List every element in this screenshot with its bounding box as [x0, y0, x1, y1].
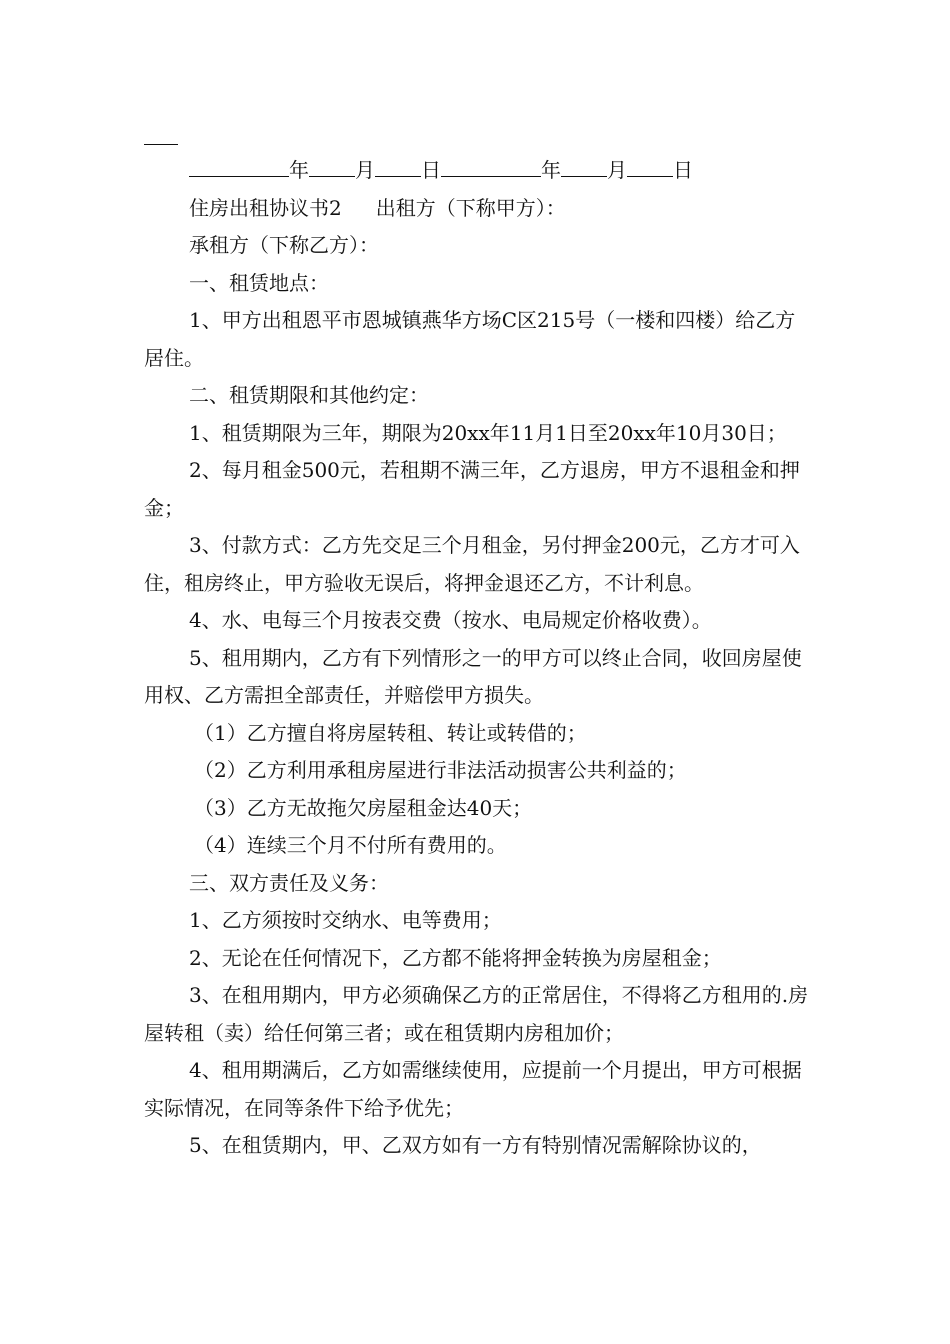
date-line	[144, 152, 812, 190]
list-item: （1）乙方擅自将房屋转租、转让或转借的；	[194, 720, 587, 745]
paragraph: 3、付款方式：乙方先交足三个月租金，另付押金200元，乙方才可入住，租房终止，甲方验收无误后，将押金退还乙方，不计利息。	[144, 533, 800, 595]
paragraph: 1、租赁期限为三年，期限为20xx年11月1日至20xx年10月30日；	[189, 420, 787, 445]
list-item: （4）连续三个月不付所有费用的。	[194, 833, 507, 857]
section-heading: 二、租赁期限和其他约定：	[189, 383, 429, 407]
day-label: 日	[673, 158, 693, 182]
section-heading: 三、双方责任及义务：	[189, 870, 389, 895]
blank-year-1	[189, 154, 289, 177]
year-label: 年	[541, 158, 561, 182]
paragraph: 3、在租用期内，甲方必须确保乙方的正常居住，不得将乙方租用的.房屋转租（卖）给任何第三者；或在租赁期内房租加价；	[144, 983, 809, 1045]
document-title: 住房出租协议书2	[189, 195, 342, 220]
day-label: 日	[421, 158, 441, 182]
paragraph: 2、每月租金500元，若租期不满三年，乙方退房，甲方不退租金和押金；	[144, 458, 800, 520]
list-item: （3）乙方无故拖欠房屋租金达40天；	[194, 795, 533, 820]
blank-month-2	[561, 154, 607, 177]
paragraph: 承租方（下称乙方）：	[189, 233, 379, 257]
paragraph: 5、租用期内，乙方有下列情形之一的甲方可以终止合同，收回房屋使用权、乙方需担全部责任，并赔偿甲方损失。	[144, 645, 802, 707]
title-line	[144, 190, 812, 228]
top-rule	[144, 144, 178, 145]
year-label: 年	[289, 158, 309, 182]
blank-day-1	[375, 154, 421, 177]
blank-day-2	[627, 154, 673, 177]
blank-year-2	[441, 154, 541, 177]
paragraph: 4、水、电每三个月按表交费（按水、电局规定价格收费）。	[189, 608, 712, 632]
paragraph: 5、在租赁期内，甲、乙双方如有一方有特别情况需解除协议的，	[189, 1133, 762, 1157]
document-body	[144, 152, 812, 1165]
month-label: 月	[355, 158, 375, 182]
lessor-label: 出租方（下称甲方）：	[375, 195, 566, 220]
list-item: （2）乙方利用承租房屋进行非法活动损害公共利益的；	[194, 758, 687, 782]
paragraph: 2、无论在任何情况下，乙方都不能将押金转换为房屋租金；	[189, 945, 722, 970]
paragraph: 4、租用期满后，乙方如需继续使用，应提前一个月提出，甲方可根据实际情况，在同等条件下给予优先；	[144, 1058, 802, 1120]
month-label: 月	[607, 158, 627, 182]
blank-month-1	[309, 154, 355, 177]
section-heading: 一、租赁地点：	[189, 270, 329, 295]
paragraph: 1、甲方出租恩平市恩城镇燕华方场C区215号（一楼和四楼）给乙方居住。	[144, 308, 796, 370]
paragraph: 1、乙方须按时交纳水、电等费用；	[189, 908, 502, 932]
